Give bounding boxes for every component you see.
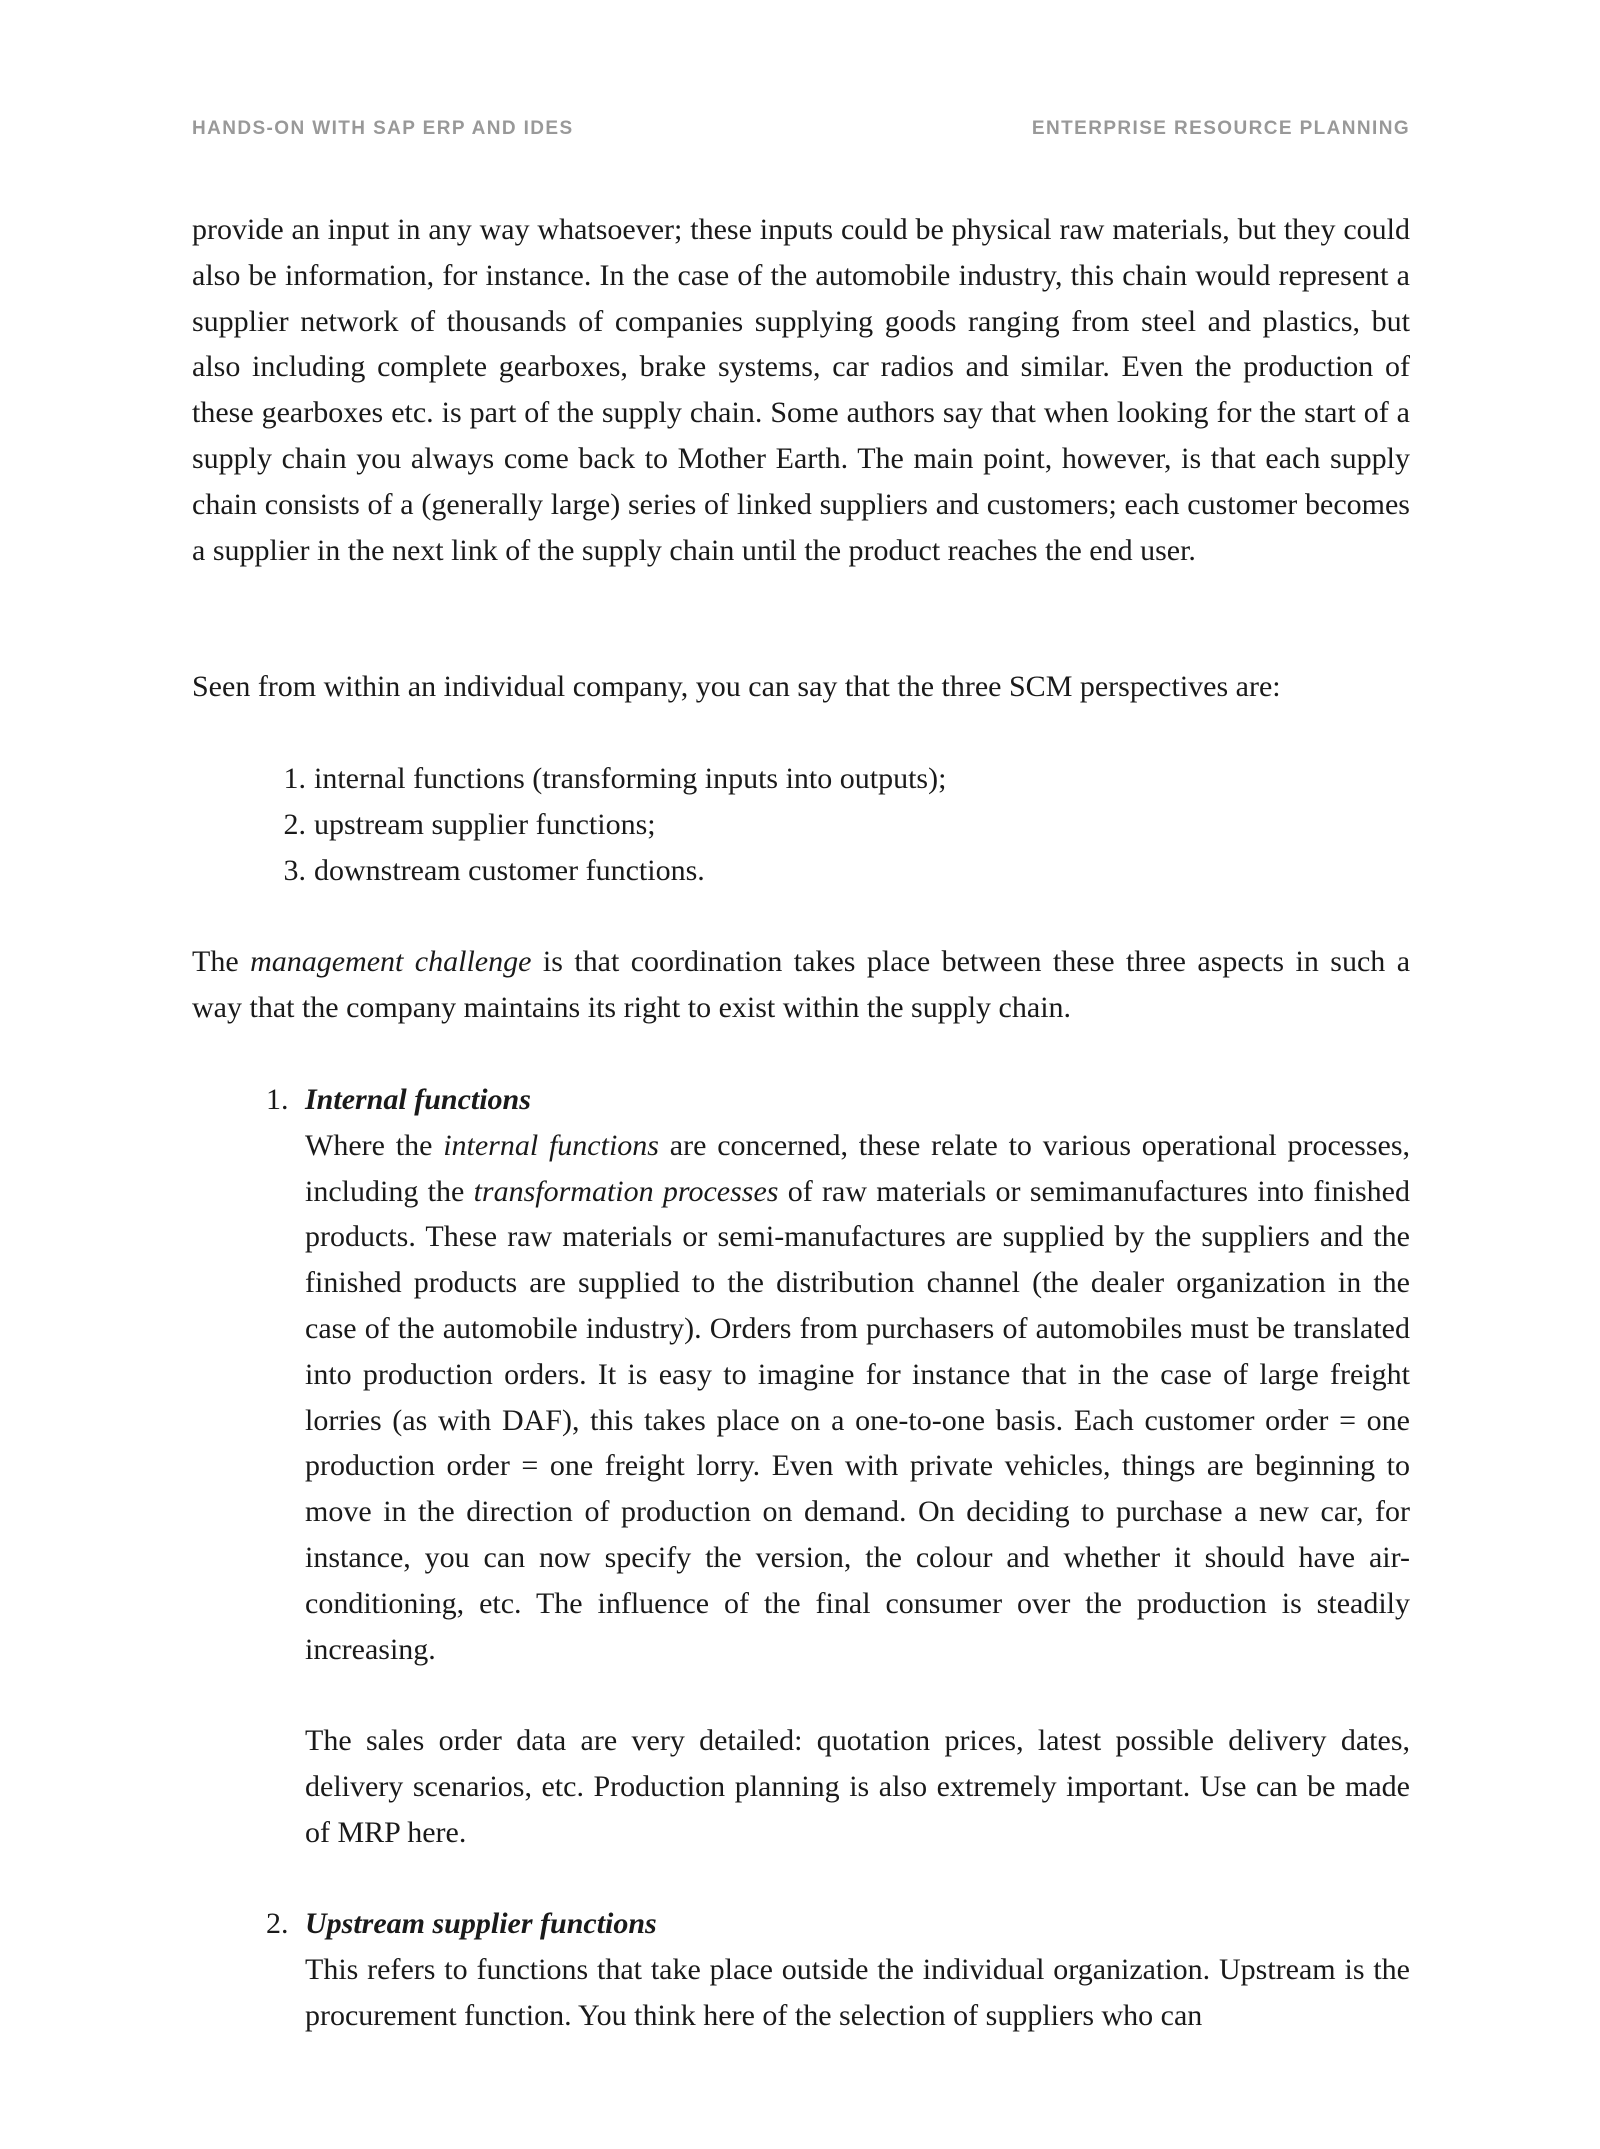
text-run: of raw materials or semimanufactures into finished products. These raw materials or semi-manufactures are supplied by the suppliers and the finished products are supplied to the distribution channel (the dealer organization in the case of the automobile industry). Orders from purchasers of automobiles must be translated into production orders. It is easy to imagine for instance that in the case of large freight lorries (as with DAF), this takes place on a one-to-one basis. Each customer order = one production order = one freight lorry. Even with private vehicles, things are beginning to move in the direction of production on demand. On deciding to purchase a new car, for instance, you can now specify the version, the colour and whether it should have air-conditioning, etc. The influence of the final consumer over the production is steadily increasing. xyxy=(305,1174,1410,1666)
detail-heading: Internal functions xyxy=(305,1083,531,1116)
detail-item-upstream-supplier-functions xyxy=(192,1901,1410,2038)
list-number: 2. xyxy=(283,807,306,841)
paragraph-scm-perspectives-intro: Seen from within an individual company, you can say that the three SCM perspectives are: xyxy=(192,670,1281,703)
text-run: Where the xyxy=(305,1128,444,1162)
detail-paragraph: This refers to functions that take place outside the individual organization. Upstream is the procurement function. You think here of the selection of suppliers who can xyxy=(305,1953,1410,2032)
list-item xyxy=(266,756,946,802)
running-head-chapter-title: ENTERPRISE RESOURCE PLANNING xyxy=(1031,118,1410,139)
paragraph-gap xyxy=(305,1672,1410,1718)
emphasis-transformation-processes: transformation processes xyxy=(473,1174,779,1208)
paragraph-supply-chain-intro: provide an input in any way whatsoever; these inputs could be physical raw materials, but they could also be information, for instance. In the case of the automobile industry, this chain would represent a supplier network of thousands of companies supplying goods ranging from steel and plastics, but also including complete gearboxes, brake systems, car radios and similar. Even the production of these gearboxes etc. is part of the supply chain. Some authors say that when looking for the start of a supply chain you always come back to Mother Earth. The main point, however, is that each supply chain consists of a (generally large) series of linked suppliers and customers; each customer becomes a supplier in the next link of the supply chain until the product reaches the end user. xyxy=(192,213,1410,567)
list-number: 1. xyxy=(266,1083,289,1116)
list-text: upstream supplier functions; xyxy=(314,807,656,841)
running-head-book-title: HANDS-ON WITH SAP ERP AND IDES xyxy=(192,118,574,139)
list-number: 2. xyxy=(266,1907,289,1941)
body-text xyxy=(192,0,1410,2149)
detail-paragraph: The sales order data are very detailed: quotation prices, latest possible delivery dates, delivery scenarios, etc. Production planning is also extremely important. Use can be made of MRP here. xyxy=(305,1724,1410,1849)
text-run: The xyxy=(192,945,251,978)
list-item xyxy=(266,802,946,848)
paragraph-gap xyxy=(305,1856,1410,1902)
emphasis-management-challenge: management challenge xyxy=(250,945,532,978)
perspectives-detail-list xyxy=(192,1077,1410,2039)
detail-paragraph xyxy=(305,1123,1410,1673)
list-number: 3. xyxy=(283,853,306,887)
text-run: is that coordination takes place between these three aspects in such a way that the company maintains its right to exist within the supply chain. xyxy=(192,945,1411,1024)
detail-item-internal-functions xyxy=(192,1077,1410,1901)
list-item xyxy=(266,848,946,894)
list-text: internal functions (transforming inputs into outputs); xyxy=(314,762,947,795)
detail-heading: Upstream supplier functions xyxy=(305,1907,657,1941)
paragraph-management-challenge xyxy=(192,939,1410,1031)
list-number: 1. xyxy=(283,762,306,795)
emphasis-internal-functions: internal functions xyxy=(443,1128,659,1162)
text-run: are concerned, these relate to various operational processes, including the xyxy=(305,1128,1410,1208)
perspectives-list xyxy=(266,756,946,893)
list-text: downstream customer functions. xyxy=(314,853,705,887)
